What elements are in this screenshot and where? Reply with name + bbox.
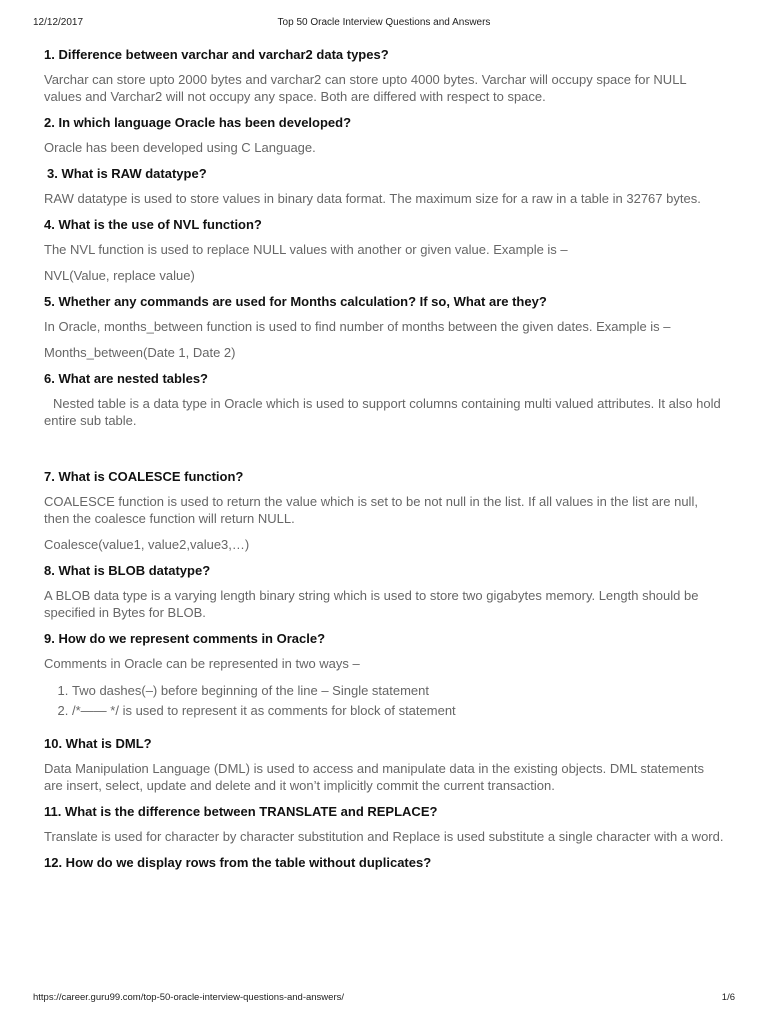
qa-item-7	[44, 468, 724, 553]
qa-item-3	[44, 165, 724, 207]
question: 11. What is the difference between TRANSLATE and REPLACE?	[44, 804, 438, 819]
answer-example: Coalesce(value1, value2,value3,…)	[44, 537, 250, 552]
answer: Varchar can store upto 2000 bytes and varchar2 can store upto 4000 bytes. Varchar will occupy space for NULL values and Varchar2 will not occupy any space. Both are differed with respect to space.	[44, 72, 687, 104]
question: 6. What are nested tables?	[44, 371, 208, 386]
qa-item-1	[44, 46, 724, 105]
question: 3. What is RAW datatype?	[47, 166, 207, 181]
qa-item-6	[44, 370, 724, 429]
answer-example: Months_between(Date 1, Date 2)	[44, 345, 236, 360]
qa-item-4	[44, 216, 724, 284]
qa-item-10	[44, 735, 724, 794]
print-date: 12/12/2017	[33, 17, 84, 28]
question: 12. How do we display rows from the table without duplicates?	[44, 855, 432, 870]
answer: RAW datatype is used to store values in binary data format. The maximum size for a raw in a table in 32767 bytes.	[44, 191, 701, 206]
answer: In Oracle, months_between function is used to find number of months between the given dates. Example is –	[44, 319, 671, 334]
answer: Oracle has been developed using C Language.	[44, 140, 316, 155]
question: 1. Difference between varchar and varchar2 data types?	[44, 47, 389, 62]
article-body	[44, 46, 724, 879]
print-header	[33, 17, 735, 33]
qa-item-12	[44, 854, 724, 871]
print-title: Top 50 Oracle Interview Questions and Answers	[277, 17, 491, 28]
qa-item-8	[44, 562, 724, 621]
answer: A BLOB data type is a varying length binary string which is used to store two gigabytes memory. Length should be specified in Bytes for BLOB.	[44, 588, 699, 620]
qa-item-9	[44, 630, 724, 721]
answer: Comments in Oracle can be represented in two ways –	[44, 656, 360, 671]
question: 2. In which language Oracle has been developed?	[44, 115, 352, 130]
question: 9. How do we represent comments in Oracle?	[44, 631, 326, 646]
question: 7. What is COALESCE function?	[44, 469, 244, 484]
answer: COALESCE function is used to return the value which is set to be not null in the list. If all values in the list are null, then the coalesce function will return NULL.	[44, 494, 698, 526]
print-footer	[33, 992, 735, 1006]
question: 8. What is BLOB datatype?	[44, 563, 211, 578]
comment-ways-list	[44, 681, 724, 721]
question: 4. What is the use of NVL function?	[44, 217, 262, 232]
qa-item-2	[44, 114, 724, 156]
question: 10. What is DML?	[44, 736, 152, 751]
list-item: 1. Two dashes(–) before beginning of the line – Single statement	[72, 681, 724, 701]
qa-item-5	[44, 293, 724, 361]
section-spacer	[44, 438, 724, 468]
answer: The NVL function is used to replace NULL values with another or given value. Example is –	[44, 242, 568, 257]
answer-example: NVL(Value, replace value)	[44, 268, 195, 283]
answer: Nested table is a data type in Oracle which is used to support columns containing multi valued attributes. It also hold entire sub table.	[44, 396, 721, 428]
qa-item-11	[44, 803, 724, 845]
page-number: 1/6	[721, 992, 735, 1003]
answer: Translate is used for character by character substitution and Replace is used substitute a single character with a word.	[44, 829, 724, 844]
list-item: 2. /*—— */ is used to represent it as comments for block of statement	[72, 701, 724, 721]
page-url[interactable]: https://career.guru99.com/top-50-oracle-interview-questions-and-answers/	[33, 992, 345, 1003]
answer: Data Manipulation Language (DML) is used to access and manipulate data in the existing objects. DML statements are insert, select, update and delete and it won’t implicitly commit the current transaction.	[44, 761, 704, 793]
question: 5. Whether any commands are used for Months calculation? If so, What are they?	[44, 294, 547, 309]
